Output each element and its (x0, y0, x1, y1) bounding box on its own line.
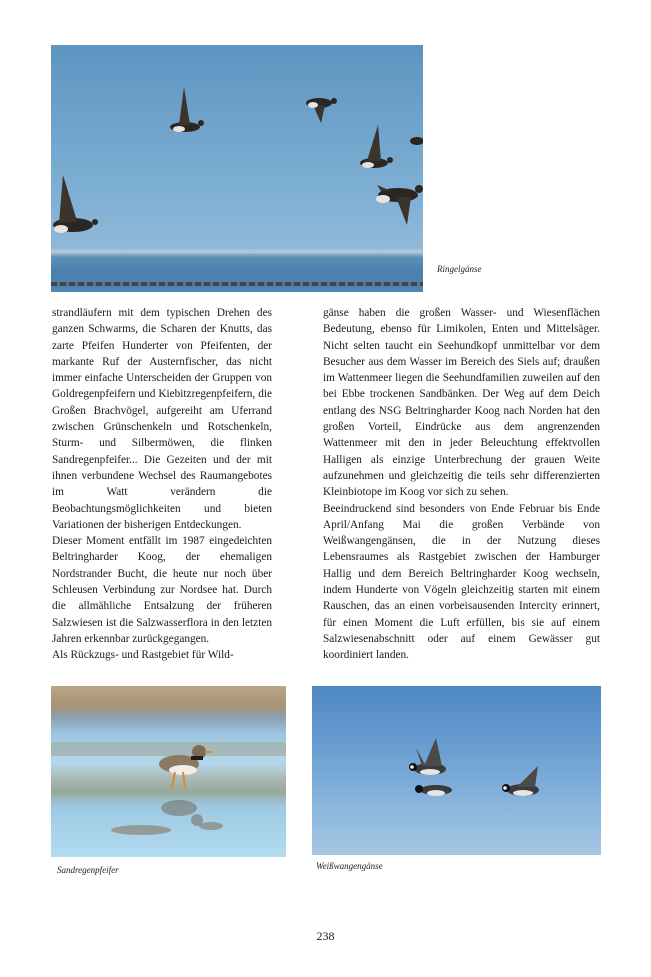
photo-barnacle-geese (312, 686, 601, 855)
plover-drawing (51, 686, 286, 857)
goose-silhouette (415, 785, 452, 796)
photo-brent-geese (51, 45, 423, 292)
paragraph: gänse haben die großen Wasser- und Wiesenflächen Bedeutung, ebenso für Limikolen, Enten und Mittelsäger. Nicht selten taucht ein Seehundkopf unmittelbar vor dem Besucher aus dem Wasser im Bereich des Siels auf; draußen im Wattenmeer liegen die Seehundfamilien zuweilen auf den bei Ebbe trockenen Sandbänken. Der Weg auf dem Deich entlang des NSG Beltringharder Koog nach Norden hat den großen Vorteil, Eindrücke aus dem angrenzenden Wattenmeer mit den in jeder Beleuchtung effektvollen Halligen als einzige Unterbrechung der grauen Weite aufzunehmen und gleichzeitig die teils sehr differenzierten Kleinbiotope im Koog vor sich zu sehen. (323, 307, 600, 499)
goose-silhouette (306, 98, 337, 123)
photo-caption-bottom-left: Sandregenpfeifer (57, 865, 119, 875)
goose-silhouette (410, 137, 423, 145)
goose-silhouette (409, 738, 446, 775)
goose-silhouette (376, 185, 423, 225)
goose-silhouette (170, 87, 204, 132)
paragraph: Dieser Moment entfällt im 1987 eingedeichten Beltringharder Koog, der ehemaligen Nordstrander Bucht, die heute nur noch über Schleusen Verbindung zur Nordsee hat. Durch die allmähliche Entsalzung der früheren Salzwiesen ist die Salzwasserflora in den letzten Jahren erkennbar zurückgegangen. (52, 535, 272, 645)
photo-caption-top: Ringelgänse (437, 264, 482, 274)
paragraph: Als Rückzugs- und Rastgebiet für Wild- (52, 649, 234, 662)
text-column-right (323, 305, 600, 664)
paragraph: strandläufern mit dem typischen Drehen des ganzen Schwarms, die Scharen der Knutts, das zarte Pfeifen Hunderter von Pfeifenten, der markante Ruf der Austernfischer, das nicht immer einfache Unterscheiden der Gruppen von Goldregenpfeifern und Kiebitzregenpfeifern, die Großen Brachvögel, aufgereiht am Uferrand zwischen Grünschenkeln und Rotschenkeln, Sturm- und Silbermöwen, die flinken Sandregenpfeifer... Die Gezeiten und der mit ihnen verbundene Wechsel des Raumangebotes im Watt verändern die Beobachtungsmöglichkeiten und bieten Variationen der bisherigen Entdeckungen. (52, 307, 272, 531)
photo-ringed-plover (51, 686, 286, 857)
text-column-left (52, 305, 272, 664)
barnacle-geese-drawing (312, 686, 601, 855)
page-number: 238 (316, 929, 335, 943)
plover-reflection (161, 800, 203, 826)
goose-silhouette (502, 766, 539, 796)
flying-geese-drawing (51, 45, 423, 292)
photo-caption-bottom-right: Weißwangengänse (316, 861, 383, 871)
paragraph: Beeindruckend sind besonders von Ende Februar bis Ende April/Anfang Mai die großen Verbände von Weißwangengänsen, die in der Nutzung dieses Lebensraumes als Rastgebiet zwischen der Hamburger Hallig und dem Bereich Beltringharder Koog wechseln, indem Hunderte von Vögeln gleichzeitig starten mit einem Rauschen, das an einen vorbeisausenden Intercity erinnert, für einen Moment die Luft erfüllen, bis sie auf einem Salzwiesenabschnitt oder auf einem Gewässer gut koordiniert landen. (323, 502, 600, 662)
goose-silhouette (53, 175, 98, 233)
goose-silhouette (360, 125, 393, 168)
